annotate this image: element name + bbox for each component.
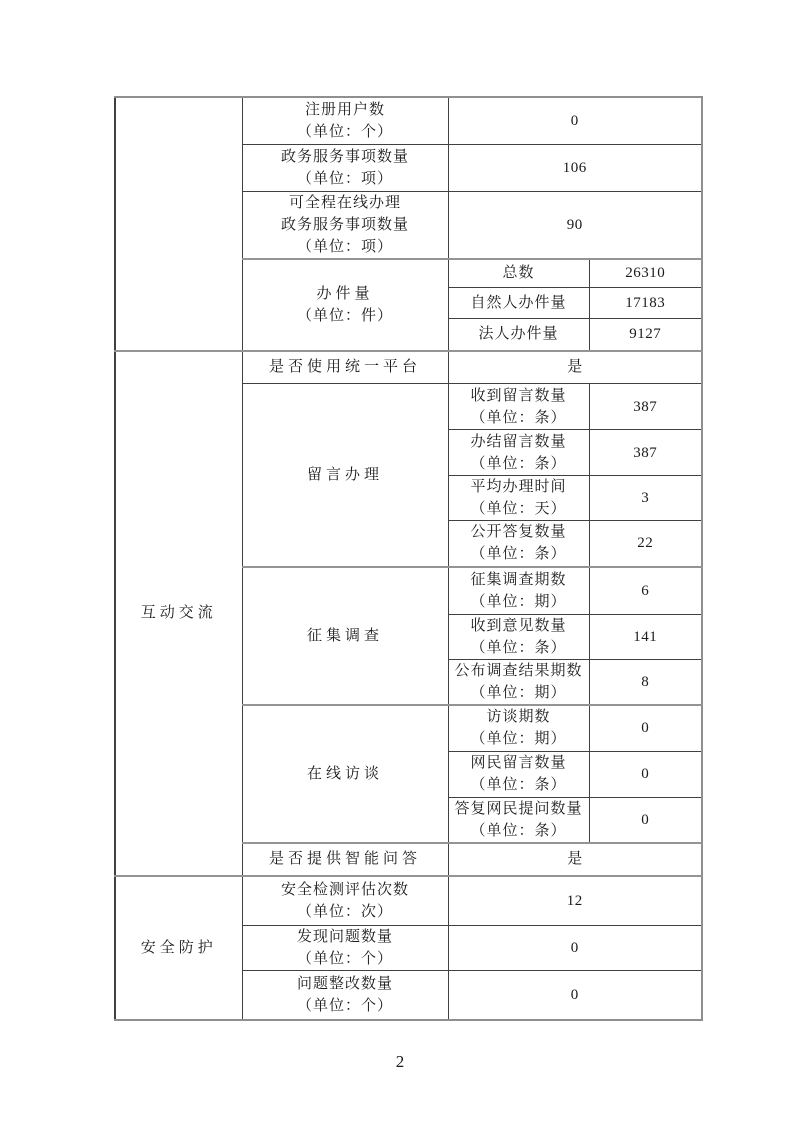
label-problems-rectified (242, 971, 448, 1020)
value-opinions-received: 141 (589, 615, 702, 660)
value-messages-completed: 387 (589, 430, 702, 476)
label-security-assessments (242, 876, 448, 926)
value-security-assessments: 12 (448, 876, 702, 926)
label-line: （单位：个） (296, 123, 393, 140)
label-line: 可全程在线办理 (288, 194, 401, 211)
label-line: 注册用户数 (304, 101, 385, 118)
sublabel-messages-completed (448, 430, 589, 476)
label-line: 征集调查期数 (470, 571, 567, 588)
sublabel-public-replies (448, 521, 589, 567)
value-netizen-messages: 0 (589, 751, 702, 797)
value-survey-results-published: 8 (589, 660, 702, 706)
label-interviews: 在线访谈 (242, 705, 448, 843)
value-unified-platform: 是 (448, 351, 702, 384)
label-line: 政务服务事项数量 (280, 148, 409, 165)
label-line: （单位：次） (296, 903, 393, 920)
label-line: 网民留言数量 (470, 755, 567, 771)
value-service-items: 106 (448, 144, 702, 191)
label-line: 安全检测评估次数 (280, 881, 409, 898)
value-problems-found: 0 (448, 926, 702, 971)
label-line: 收到留言数量 (470, 387, 567, 404)
label-smart-qa: 是否提供智能问答 (242, 843, 448, 876)
label-line: （单位：天） (470, 501, 567, 517)
label-line: 答复网民提问数量 (454, 800, 583, 817)
value-survey-periods: 6 (589, 567, 702, 615)
value-public-replies: 22 (589, 521, 702, 567)
page-number: 2 (395, 1052, 405, 1071)
cell-category-top (115, 97, 242, 351)
label-surveys: 征集调查 (242, 567, 448, 706)
sublabel-survey-periods (448, 567, 589, 615)
label-line: 公开答复数量 (470, 524, 567, 541)
label-service-items (242, 144, 448, 191)
value-case-legal-person: 9127 (589, 319, 702, 351)
label-line: 平均办理时间 (470, 479, 567, 495)
sublabel-case-legal-person: 法人办件量 (448, 319, 589, 351)
label-line: （单位：件） (296, 307, 393, 324)
value-problems-rectified: 0 (448, 971, 702, 1020)
label-line: 访谈期数 (486, 709, 551, 726)
sublabel-netizen-questions-answered (448, 797, 589, 843)
value-registered-users: 0 (448, 97, 702, 144)
label-unified-platform: 是否使用统一平台 (242, 351, 448, 384)
label-line: 办结留言数量 (470, 433, 567, 450)
label-line: （单位：条） (470, 546, 567, 563)
value-messages-received: 387 (589, 384, 702, 430)
label-line: （单位：期） (470, 685, 567, 701)
report-table (114, 96, 703, 1021)
value-average-handling-time: 3 (589, 476, 702, 521)
value-interview-periods: 0 (589, 705, 702, 751)
cell-category-interaction: 互动交流 (115, 351, 242, 876)
label-line: 政务服务事项数量 (280, 216, 409, 233)
label-line: （单位：条） (470, 455, 567, 472)
sublabel-netizen-messages (448, 751, 589, 797)
label-online-service-items (242, 191, 448, 259)
label-case-volume (242, 259, 448, 351)
sublabel-case-natural-person: 自然人办件量 (448, 288, 589, 319)
label-message-handling: 留言办理 (242, 384, 448, 567)
cell-category-security: 安全防护 (115, 876, 242, 1020)
value-netizen-questions-answered: 0 (589, 797, 702, 843)
sublabel-survey-results-published (448, 660, 589, 706)
label-line: 问题整改数量 (296, 975, 393, 992)
label-problems-found (242, 926, 448, 971)
sublabel-opinions-received (448, 615, 589, 660)
sublabel-case-total: 总数 (448, 259, 589, 288)
value-smart-qa: 是 (448, 843, 702, 876)
label-line: （单位：期） (470, 731, 567, 748)
label-registered-users (242, 97, 448, 144)
sublabel-average-handling-time (448, 476, 589, 521)
label-line: （单位：条） (470, 822, 567, 839)
label-line: （单位：条） (470, 640, 567, 656)
value-case-total: 26310 (589, 259, 702, 288)
label-line: （单位：项） (296, 238, 393, 255)
label-line: 收到意见数量 (470, 618, 567, 634)
sublabel-interview-periods (448, 705, 589, 751)
label-line: 办件量 (316, 285, 374, 302)
label-line: （单位：个） (296, 951, 393, 967)
label-line: 公布调查结果期数 (454, 663, 583, 679)
value-online-service-items: 90 (448, 191, 702, 259)
label-line: 发现问题数量 (296, 929, 393, 945)
sublabel-messages-received (448, 384, 589, 430)
label-line: （单位：个） (296, 997, 393, 1014)
label-line: （单位：条） (470, 409, 567, 426)
value-case-natural-person: 17183 (589, 288, 702, 319)
label-line: （单位：条） (470, 777, 567, 793)
label-line: （单位：期） (470, 593, 567, 610)
label-line: （单位：项） (296, 170, 393, 187)
